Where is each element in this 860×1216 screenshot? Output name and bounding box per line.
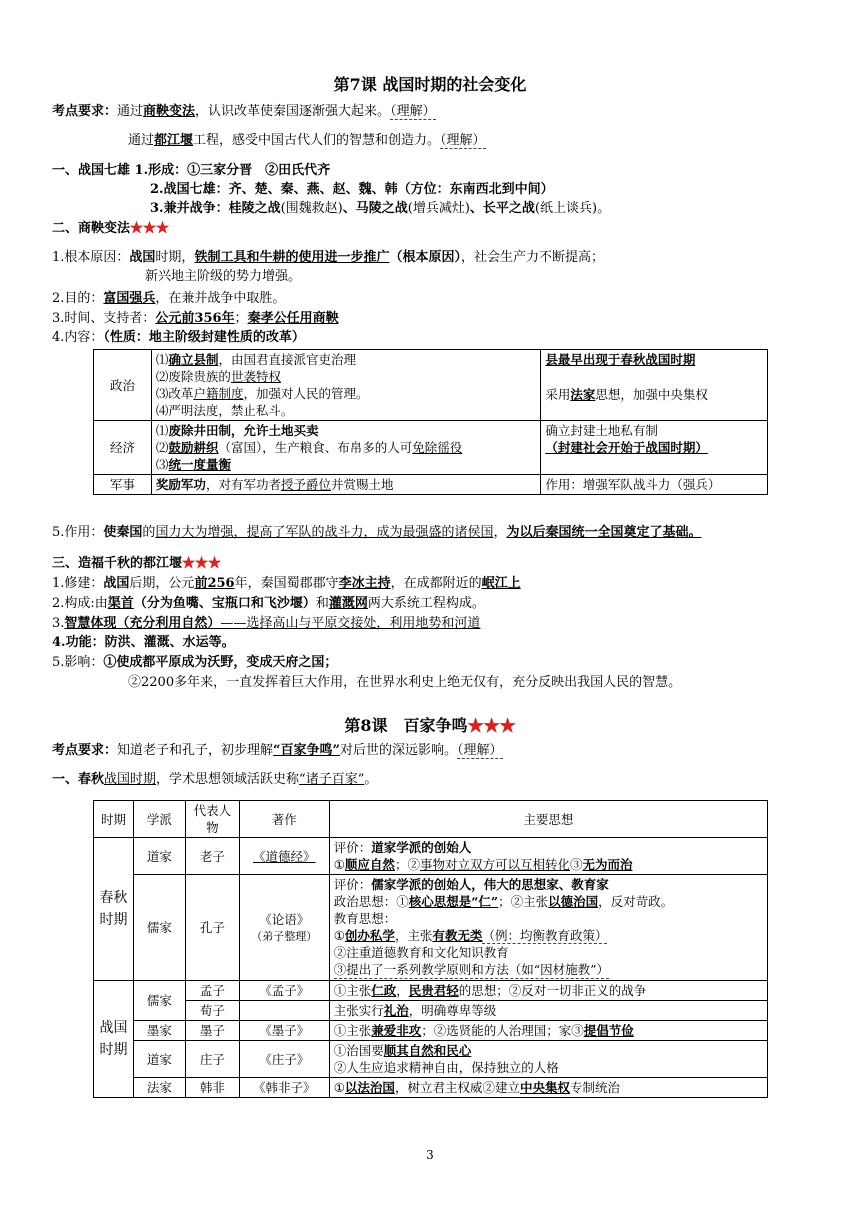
hundred-schools-line: 一、春秋战国时期，学术思想领域活跃史称“诸子百家”。 <box>52 772 378 787</box>
works-cell: 《墨子》 <box>239 1021 329 1041</box>
schools-table <box>93 800 768 1098</box>
seven-states-line: 2.战国七雄：齐、楚、秦、燕、赵、魏、韩（方位：东南西北到中间） <box>150 182 554 197</box>
ideas-cell: ①治国要顺其自然和民心 ②人生应追求精神自由，保持独立的人格 <box>329 1041 767 1078</box>
root-cause-line-2: 新兴地主阶级的势力增强。 <box>145 269 302 284</box>
school-cell: 道家 <box>133 838 185 875</box>
lesson7-requirement-2: 通过都江堰工程，感受中国古代人们的智慧和创造力。（理解） <box>128 133 486 148</box>
ideas-cell: 评价：道家学派的创始人 ①顺应自然；②事物对立双方可以互相转化③无为而治 <box>329 838 767 875</box>
ideas-cell: ①主张兼爱非攻；②选贤能的人治理国；家③提倡节俭 <box>329 1021 767 1041</box>
works-cell: 《道德经》 <box>239 838 329 875</box>
period-zhanguo: 战国时期 <box>94 981 134 1098</box>
representative-cell: 韩非 <box>185 1078 239 1098</box>
reform-notes: 县最早出现于春秋战国时期 采用法家思想，加强中央集权 <box>541 350 768 421</box>
reform-details: 奖励军功，对有军功者授予爵位并赏赐土地 <box>151 475 540 495</box>
reform-category: 经济 <box>94 421 152 475</box>
works-cell: 《韩非子》 <box>239 1078 329 1098</box>
root-cause-line: 1.根本原因：战国时期，铁制工具和牛耕的使用进一步推广（根本原因），社会生产力不断提高； <box>52 250 604 265</box>
reform-notes: 确立封建土地私有制 （封建社会开始于战国时期） <box>541 421 768 475</box>
lesson7-requirement-1: 考点要求：通过商鞅变法，认识改革使秦国逐渐强大起来。（理解） <box>52 104 436 119</box>
structure-line: 2.构成:由渠首（分为鱼嘴、宝瓶口和飞沙堰）和灌溉网两大系统工程构成。 <box>52 596 485 611</box>
period-chunqiu: 春秋时期 <box>94 838 134 981</box>
table-row <box>94 838 768 875</box>
effect-line: 5.作用：使秦国的国力大为增强，提高了军队的战斗力，成为最强盛的诸侯国，为以后秦国统一全国奠定了基础。 <box>52 525 702 540</box>
construction-line: 1.修建：战国后期，公元前256年，秦国蜀郡郡守李冰主持，在成都附近的岷江上 <box>52 576 521 591</box>
star-rating: ★★★ <box>182 556 222 571</box>
page-number: 3 <box>426 1148 434 1162</box>
representative-cell: 墨子 <box>185 1021 239 1041</box>
time-supporter-line: 3.时间、支持者：公元前356年；秦孝公任用商鞅 <box>52 311 339 326</box>
header-works: 著作 <box>239 801 329 838</box>
works-cell: 《孟子》 <box>239 981 329 1001</box>
reform-details: ⑴确立县制，由国君直接派官吏治理 ⑵废除贵族的世袭特权 ⑶改革户籍制度，加强对人民的管理。 ⑷严明法度，禁止私斗。 <box>151 350 540 421</box>
school-cell: 儒家 <box>133 981 185 1021</box>
purpose-line: 2.目的：富国强兵，在兼并战争中取胜。 <box>52 291 286 306</box>
works-cell: 《论语》 （弟子整理） <box>239 875 329 981</box>
representative-cell: 孟子 <box>185 981 239 1001</box>
star-rating: ★★★ <box>130 221 170 236</box>
section-dujiangyan: 三、造福千秋的都江堰★★★ <box>52 556 222 571</box>
representative-cell: 荀子 <box>185 1001 239 1021</box>
function-line: 4.功能：防洪、灌溉、水运等。 <box>52 635 235 650</box>
school-cell: 墨家 <box>133 1021 185 1041</box>
annexation-wars-line: 3.兼并战争：桂陵之战(围魏救赵)、马陵之战(增兵减灶)、长平之战(纸上谈兵)。 <box>150 201 611 216</box>
school-cell: 法家 <box>133 1078 185 1098</box>
reform-details: ⑴废除井田制，允许土地买卖 ⑵鼓励耕织（富国），生产粮食、布帛多的人可免除徭役 ⑶统一度量衡 <box>151 421 540 475</box>
table-row <box>94 475 768 495</box>
table-row <box>94 421 768 475</box>
section-shang-yang: 二、商鞅变法★★★ <box>52 221 170 236</box>
header-school: 学派 <box>133 801 185 838</box>
influence-line: 5.影响：①使成都平原成为沃野，变成天府之国； <box>52 655 338 670</box>
table-row <box>94 1001 768 1021</box>
representative-cell: 庄子 <box>185 1041 239 1078</box>
school-cell: 儒家 <box>133 875 185 981</box>
wisdom-line: 3.智慧体现（充分利用自然）——选择高山与平原交接处，利用地势和河道 <box>52 616 481 631</box>
table-row <box>94 1021 768 1041</box>
header-ideas: 主要思想 <box>329 801 767 838</box>
reform-category: 军事 <box>94 475 152 495</box>
content-line: 4.内容：（性质：地主阶级封建性质的改革） <box>52 330 305 345</box>
star-rating: ★★★ <box>467 716 516 735</box>
table-header-row <box>94 801 768 838</box>
table-row <box>94 981 768 1001</box>
header-representative: 代表人物 <box>185 801 239 838</box>
section-warring-states: 一、战国七雄 1.形成：①三家分晋 ②田氏代齐 <box>52 163 331 178</box>
ideas-cell: ①主张仁政，民贵君轻的思想；②反对一切非正义的战争 <box>329 981 767 1001</box>
lesson8-requirement: 考点要求：知道老子和孔子，初步理解“百家争鸣”对后世的深远影响。（理解） <box>52 743 503 758</box>
ideas-cell: ①以法治国，树立君主权威②建立中央集权专制统治 <box>329 1078 767 1098</box>
school-cell: 道家 <box>133 1041 185 1078</box>
ideas-cell: 主张实行礼治，明确尊卑等级 <box>329 1001 767 1021</box>
reform-notes: 作用：增强军队战斗力（强兵） <box>541 475 768 495</box>
table-row <box>94 350 768 421</box>
table-row <box>94 1041 768 1078</box>
works-cell <box>239 1001 329 1021</box>
table-row <box>94 1078 768 1098</box>
ideas-cell: 评价：儒家学派的创始人，伟大的思想家、教育家 政治思想：①核心思想是“仁”；②主张以德治国，反对苛政。 教育思想： ①创办私学，主张有教无类（例：均衡教育政策） ②注重道德教育和文化知识教育 ③提出了一系列教学原则和方法（如“因材施教”） <box>329 875 767 981</box>
works-cell: 《庄子》 <box>239 1041 329 1078</box>
header-period: 时期 <box>94 801 134 838</box>
reform-table <box>93 349 768 495</box>
table-row <box>94 875 768 981</box>
reform-category: 政治 <box>94 350 152 421</box>
lesson7-title: 第7课 战国时期的社会变化 <box>333 75 527 94</box>
representative-cell: 孔子 <box>185 875 239 981</box>
influence-line-2: ②2200多年来，一直发挥着巨大作用，在世界水利史上绝无仅有，充分反映出我国人民的智慧。 <box>128 675 682 690</box>
representative-cell: 老子 <box>185 838 239 875</box>
lesson8-title: 第8课 百家争鸣★★★ <box>344 716 516 735</box>
